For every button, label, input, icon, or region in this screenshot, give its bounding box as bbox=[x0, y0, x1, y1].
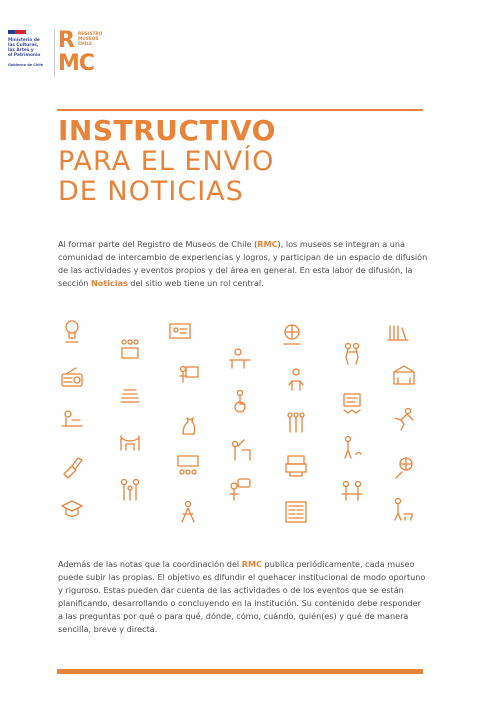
handshake-document-icon bbox=[338, 390, 366, 418]
rmc-logo-text: REGISTRO MUSEOS CHILE bbox=[78, 32, 103, 47]
badge-presenter-icon bbox=[166, 318, 194, 346]
tool-hand-icon bbox=[58, 452, 86, 480]
two-people-table-icon bbox=[338, 476, 366, 504]
body-text-b: publica periódicamente, cada museo puede subir las propias. El objetivo es difundir el quehacer institucional de modo oportuno y riguroso. Estas pueden dar cuenta de las actividades o de los eventos que se están planificando, desarrollando o concluyendo en la institución. Su contenido debe responder a las preguntas por qué o para qué, dónde, cómo, cuándo, quién(es) y qué de manera sencilla, breve y directa. bbox=[58, 559, 426, 634]
dog-walker-icon bbox=[390, 496, 418, 524]
mortarboard-icon bbox=[58, 496, 86, 524]
painter-icon bbox=[226, 436, 254, 464]
group-silhouettes-icon bbox=[282, 408, 310, 436]
printer-icon bbox=[282, 452, 310, 480]
bookshelf-icon bbox=[384, 318, 412, 346]
page-title bbox=[58, 115, 276, 207]
ministry-name: Ministerio de las Culturas, las Artes y el Patrimonio bbox=[8, 38, 41, 58]
dancers-icon bbox=[338, 340, 366, 368]
bottom-divider bbox=[57, 669, 423, 674]
intro-rmc-highlight: RMC bbox=[257, 239, 278, 249]
globe-people-icon bbox=[278, 320, 306, 348]
intro-paragraph bbox=[58, 238, 428, 290]
walking-dog-icon bbox=[338, 434, 366, 462]
group-presentation-icon bbox=[116, 336, 144, 364]
intro-noticias-highlight: Noticias bbox=[91, 278, 128, 288]
intro-text-b: ), los museos se integran a una comunidad de intercambio de experiencias y logros, y participan de un espacio de difusión de las actividades y eventos propios y del área en general. En esta labor de difusión, la sección bbox=[58, 239, 428, 288]
body-rmc-highlight: RMC bbox=[241, 559, 262, 569]
athlete-icon bbox=[390, 406, 418, 434]
government-name: Gobierno de Chile bbox=[8, 63, 44, 67]
body-text-a: Además de las notas que la coordinación del bbox=[58, 559, 242, 569]
theater-stage-icon bbox=[390, 362, 418, 390]
government-logo bbox=[8, 30, 48, 80]
wheelchair-icon bbox=[226, 388, 254, 416]
family-icon bbox=[116, 476, 144, 504]
reader-desk-icon bbox=[58, 406, 86, 434]
speech-person-icon bbox=[226, 476, 254, 504]
title-line-2: PARA EL ENVÍO bbox=[58, 146, 275, 177]
top-divider bbox=[57, 109, 423, 111]
books-stack-icon bbox=[116, 380, 144, 408]
person-flowers-icon bbox=[174, 498, 202, 526]
rmc-logo-mark-bottom: MC bbox=[58, 51, 95, 76]
projector-audience-icon bbox=[174, 452, 202, 480]
microscope-globe-icon bbox=[390, 454, 418, 482]
chile-flag-icon bbox=[8, 30, 26, 34]
person-stand-icon bbox=[282, 366, 310, 394]
rmc-logo bbox=[58, 30, 118, 80]
lightbulb-brain-icon bbox=[58, 318, 86, 346]
intro-text-c: del sitio web tiene un rol central. bbox=[127, 278, 264, 288]
desk-worker-icon bbox=[226, 344, 254, 372]
newspaper-icon bbox=[282, 498, 310, 526]
activity-icon-grid bbox=[56, 316, 426, 536]
rmc-logo-mark-top: R bbox=[58, 28, 74, 53]
intro-text-a: Al formar parte del Registro de Museos de Chile ( bbox=[58, 239, 258, 249]
exhibit-rope-icon bbox=[116, 426, 144, 454]
title-line-3: DE NOTICIAS bbox=[58, 176, 244, 207]
title-line-1: INSTRUCTIVO bbox=[58, 114, 276, 147]
radio-icon bbox=[58, 364, 86, 392]
body-paragraph bbox=[58, 558, 428, 636]
teacher-board-icon bbox=[174, 362, 202, 390]
cat-statue-icon bbox=[174, 412, 202, 440]
logo-separator bbox=[54, 30, 55, 78]
